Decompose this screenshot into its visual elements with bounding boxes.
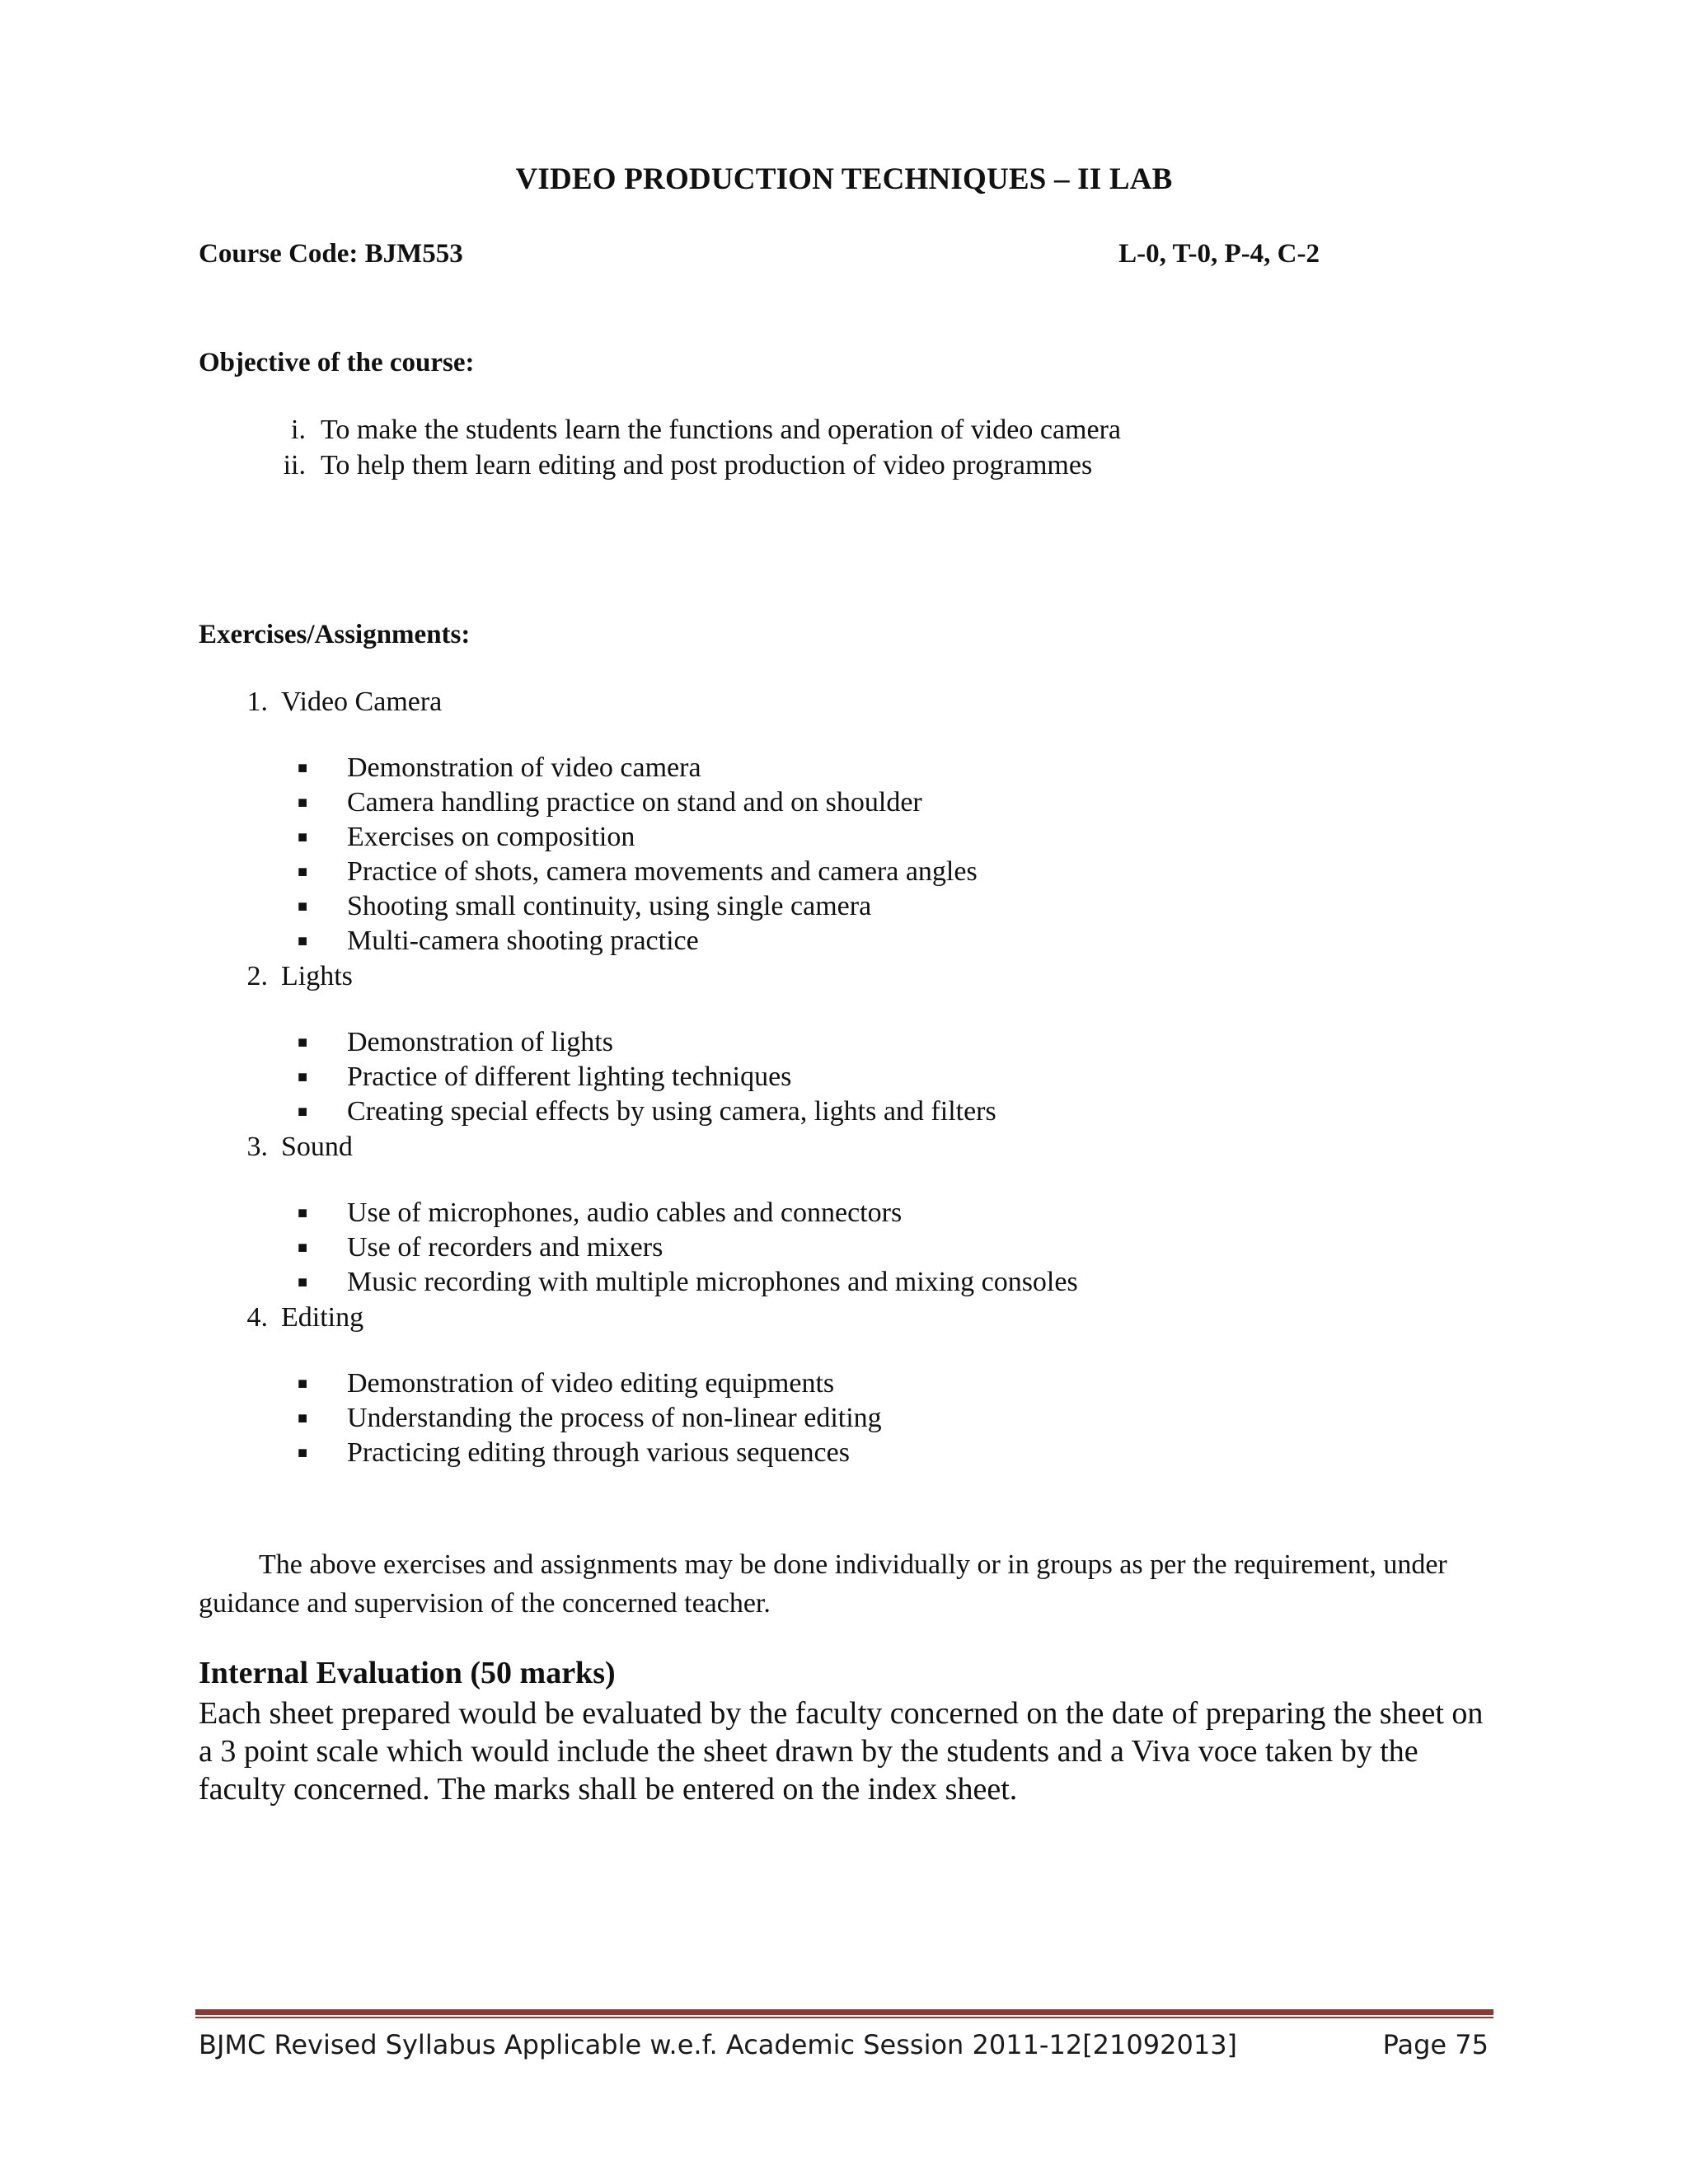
square-bullet-icon: ■ [298,1273,308,1291]
list-item: ■ Demonstration of video editing equipments [199,1366,1078,1401]
exercise-number: 3. [246,1132,268,1162]
square-bullet-icon: ■ [298,828,308,846]
evaluation-text: Each sheet prepared would be evaluated by the faculty concerned on the date of preparing the sheet on a 3 point scale which would include the sheet drawn by the students and a Viva voce taken by the faculty concerned. The marks shall be entered on the index sheet. [199,1696,1484,1807]
list-item: ■ Practice of different lighting techniques [199,1060,1078,1094]
list-item: ■ Practicing editing through various sequences [199,1436,1078,1470]
square-bullet-icon: ■ [298,1033,308,1052]
exercise-item [199,684,1078,958]
square-bullet-icon: ■ [298,1444,308,1462]
objective-list [199,412,1121,483]
bullet-list [199,1025,1078,1129]
exercise-list [199,684,1078,1470]
page-number: Page 75 [1382,2029,1489,2060]
objective-heading: Objective of the course: [199,348,475,377]
list-item: ■ Demonstration of lights [199,1025,1078,1060]
list-item: ■ Use of microphones, audio cables and connectors [199,1196,1078,1230]
objective-number: ii. [283,450,306,480]
page-footer [199,2029,1489,2060]
objective-text: To help them learn editing and post production of video programmes [321,450,1093,480]
exercise-title: Lights [281,961,353,991]
square-bullet-icon: ■ [298,1103,308,1121]
footer-divider [195,2009,1493,2018]
square-bullet-icon: ■ [298,794,308,812]
course-code: Course Code: BJM553 [199,239,463,269]
square-bullet-icon: ■ [298,1409,308,1427]
bullet-list [199,1196,1078,1300]
list-item: ■ Camera handling practice on stand and on shoulder [199,785,1078,820]
exercise-item [199,1129,1078,1300]
course-info-line [199,239,1320,269]
exercise-item [199,958,1078,1129]
square-bullet-icon: ■ [298,863,308,881]
objective-item [199,448,1121,483]
footer-syllabus-note: BJMC Revised Syllabus Applicable w.e.f. Academic Session 2011-12[21092013] [199,2029,1238,2060]
square-bullet-icon: ■ [298,932,308,950]
document-title: VIDEO PRODUCTION TECHNIQUES – II LAB [515,162,1173,196]
evaluation-heading: Internal Evaluation (50 marks) [199,1656,616,1690]
exercise-title: Editing [281,1302,364,1333]
objective-number: i. [291,415,306,445]
list-item: ■ Creating special effects by using camera, lights and filters [199,1094,1078,1129]
square-bullet-icon: ■ [298,1375,308,1393]
list-item: ■ Practice of shots, camera movements and camera angles [199,855,1078,889]
course-credits: L-0, T-0, P-4, C-2 [1118,239,1320,269]
exercise-number: 4. [246,1302,268,1333]
exercise-number: 2. [246,961,268,991]
note-paragraph: The above exercises and assignments may be done individually or in groups as per the requirement, under guidance and supervision of the concerned teacher. [199,1549,1447,1619]
square-bullet-icon: ■ [298,1204,308,1222]
square-bullet-icon: ■ [298,1068,308,1086]
exercise-title: Video Camera [281,687,443,717]
list-item: ■ Multi-camera shooting practice [199,924,1078,958]
square-bullet-icon: ■ [298,759,308,777]
exercise-item [199,1300,1078,1470]
list-item: ■ Understanding the process of non-linear editing [199,1401,1078,1436]
bullet-list [199,1366,1078,1470]
exercise-title: Sound [281,1132,353,1162]
list-item: ■ Shooting small continuity, using single camera [199,889,1078,924]
bullet-list [199,751,1078,958]
list-item: ■ Demonstration of video camera [199,751,1078,785]
square-bullet-icon: ■ [298,898,308,916]
objective-item [199,412,1121,448]
exercises-heading: Exercises/Assignments: [199,620,471,649]
exercise-number: 1. [246,687,268,717]
list-item: ■ Music recording with multiple microphones and mixing consoles [199,1265,1078,1300]
list-item: ■ Use of recorders and mixers [199,1230,1078,1265]
square-bullet-icon: ■ [298,1239,308,1257]
objective-text: To make the students learn the functions and operation of video camera [321,415,1122,445]
list-item: ■ Exercises on composition [199,820,1078,855]
